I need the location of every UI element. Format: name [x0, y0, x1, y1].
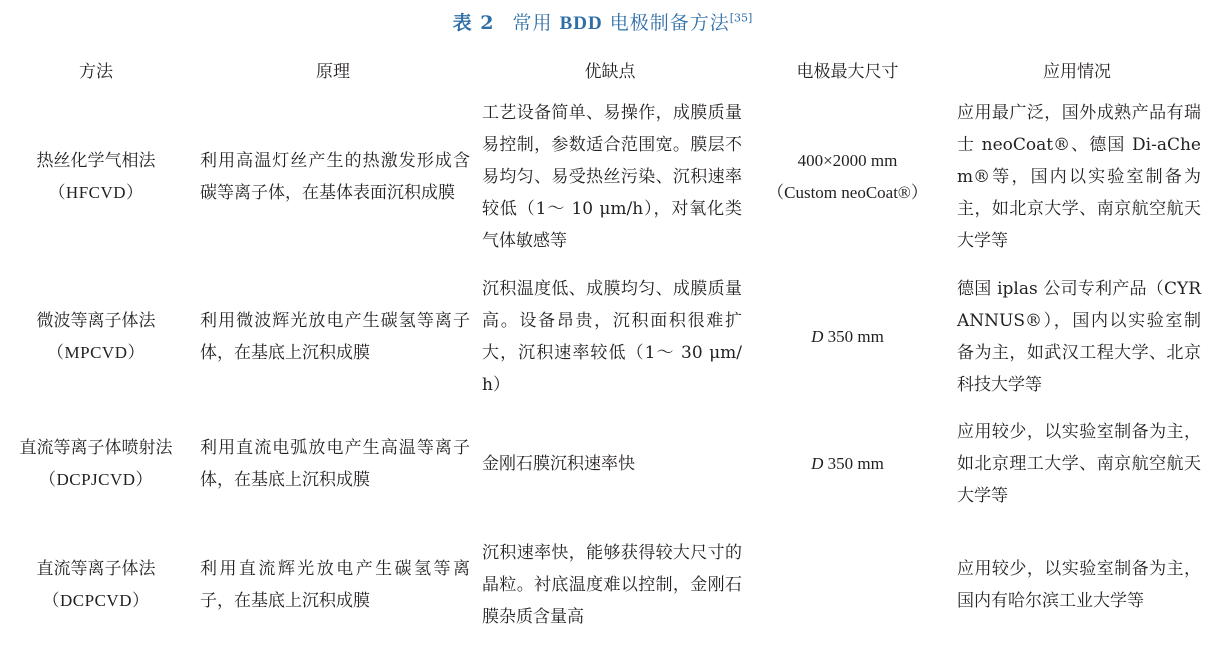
method-cell — [0, 266, 192, 408]
header-pros-cons: 优缺点 — [584, 61, 636, 82]
table-row — [0, 88, 1205, 266]
method-name: 直流等离子体法 — [36, 559, 156, 579]
caption-citation: [35] — [729, 11, 753, 25]
header-method: 方法 — [79, 61, 113, 82]
pros-cons-cell: 工艺设备简单、易操作，成膜质量易控制，参数适合范围宽。膜层不易均匀、易受热丝污染、沉积速率较低（1～ 10 μm/h），对氧化类气体敏感等 — [482, 103, 742, 251]
header-principle: 原理 — [316, 61, 350, 82]
method-abbr: （DCPCVD） — [42, 591, 150, 610]
pros-cons-cell: 金刚石膜沉积速率快 — [482, 454, 635, 474]
caption-title-abbr: BDD — [559, 13, 603, 34]
principle-cell: 利用高温灯丝产生的热激发形成含碳等离子体，在基体表面沉积成膜 — [200, 151, 470, 203]
header-application: 应用情况 — [1043, 61, 1111, 82]
application-cell: 应用较少，以实验室制备为主，如北京理工大学、南京航空航天大学等 — [957, 422, 1201, 506]
max-size-value: 400×2000 mm — [797, 151, 898, 170]
application-cell: 应用较少，以实验室制备为主，国内有哈尔滨工业大学等 — [957, 559, 1201, 611]
max-size-cell — [746, 520, 949, 650]
method-cell — [0, 88, 192, 266]
caption-title-prefix: 常用 — [512, 12, 553, 34]
method-abbr: （DCPJCVD） — [38, 470, 154, 489]
method-name: 热丝化学气相法 — [36, 151, 156, 171]
caption-title-suffix: 电极制备方法 — [609, 12, 730, 34]
max-size-cell — [746, 266, 949, 408]
application-cell: 应用最广泛，国外成熟产品有瑞士 neoCoat®、德国 Di-aChem®等，国内以实验室制备为主，如北京大学、南京航空航天大学等 — [957, 103, 1201, 251]
max-size-cell — [746, 88, 949, 266]
principle-cell: 利用直流电弧放电产生高温等离子体，在基底上沉积成膜 — [200, 438, 470, 490]
method-abbr: （MPCVD） — [47, 343, 145, 362]
pros-cons-cell: 沉积速率快，能够获得较大尺寸的晶粒。衬底温度难以控制，金刚石膜杂质含量高 — [482, 543, 742, 627]
max-size-cell — [746, 408, 949, 520]
application-cell: 德国 iplas 公司专利产品（CYRANNUS®），国内以实验室制备为主，如武汉工程大学、北京科技大学等 — [957, 279, 1201, 395]
pros-cons-cell: 沉积温度低、成膜均匀、成膜质量高。设备昂贵，沉积面积很难扩大，沉积速率较低（1～ 30 μm/h） — [482, 279, 742, 395]
table-row — [0, 520, 1205, 650]
max-size-note: （Custom neoCoat®） — [767, 183, 928, 202]
table-caption — [0, 8, 1205, 35]
principle-cell: 利用直流辉光放电产生碳氢等离子，在基底上沉积成膜 — [200, 559, 470, 611]
method-name: 直流等离子体喷射法 — [19, 438, 173, 458]
principle-cell: 利用微波辉光放电产生碳氢等离子体，在基底上沉积成膜 — [200, 311, 470, 363]
table-number: 表 2 — [452, 12, 495, 34]
max-size-value: D 350 mm — [811, 454, 884, 473]
table-row — [0, 408, 1205, 520]
method-cell — [0, 520, 192, 650]
max-size-value: D 350 mm — [811, 327, 884, 346]
table-row — [0, 266, 1205, 408]
methods-table — [0, 50, 1205, 650]
method-name: 微波等离子体法 — [36, 311, 156, 331]
table-header-row — [0, 50, 1205, 88]
method-abbr: （HFCVD） — [48, 183, 144, 202]
header-max-size: 电极最大尺寸 — [796, 61, 899, 82]
method-cell — [0, 408, 192, 520]
